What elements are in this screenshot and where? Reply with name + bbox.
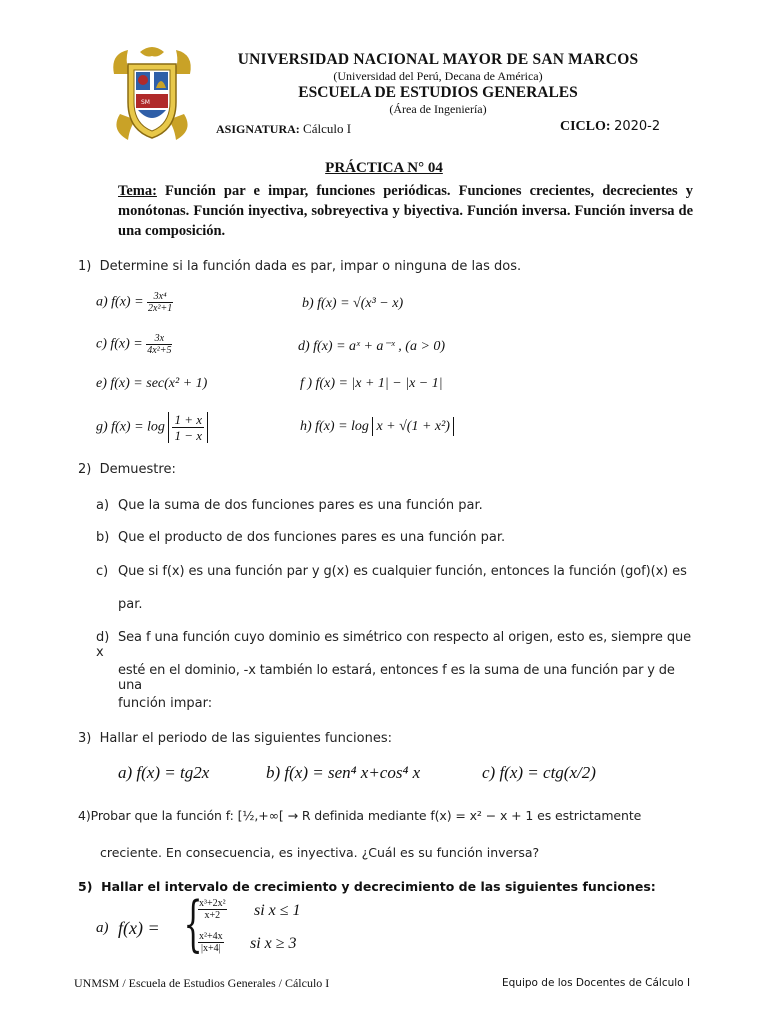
q2-text: Demuestre: — [99, 462, 176, 477]
q3-text: Hallar el periodo de las siguientes funciones: — [99, 731, 393, 746]
q1-statement — [78, 259, 678, 274]
q1-item-g — [96, 412, 208, 443]
q5-a-label: a) — [96, 920, 109, 936]
q2-c-line1: Que si f(x) es una función par y g(x) es cualquier función, entonces la función (gof)(x) es — [118, 564, 687, 579]
q1-g-den: 1 − x — [174, 428, 202, 443]
q1-c-den: 4x²+5 — [147, 345, 172, 356]
q2-b-text: Que el producto de dos funciones pares es una función par. — [118, 530, 506, 545]
q1-g-fraction — [172, 412, 204, 443]
q1-item-h — [300, 419, 454, 435]
q1-a-den: 2x²+1 — [148, 303, 173, 314]
school-name: ESCUELA DE ESTUDIOS GENERALES — [298, 84, 578, 101]
university-name: UNIVERSIDAD NACIONAL MAYOR DE SAN MARCOS — [237, 51, 639, 68]
q2-statement — [78, 462, 678, 477]
seal-icon — [110, 44, 194, 144]
subject-label: ASIGNATURA: — [216, 122, 300, 136]
q5-piece2-fraction — [198, 931, 224, 954]
q1-item-f: f ) f(x) = |x + 1| − |x − 1| — [300, 376, 443, 391]
footer-right: Equipo de los Docentes de Cálculo I — [502, 977, 691, 989]
subject-line — [216, 121, 351, 137]
q1-item-b: b) f(x) = √(x³ − x) — [302, 296, 404, 311]
q3-item-c: c) f(x) = ctg(x/2) — [482, 763, 596, 782]
q1-a-label: a) f(x) = — [96, 294, 144, 310]
q5-statement — [78, 879, 656, 894]
q2-item-d-cont1: esté en el dominio, -x también lo estará, entonces f es la suma de una función par y de una — [118, 663, 675, 693]
svg-text:SM: SM — [141, 99, 150, 106]
q1-item-d: d) f(x) = aˣ + a⁻ˣ , (a > 0) — [298, 339, 446, 354]
q1-item-e: e) f(x) = sec(x² + 1) — [96, 376, 208, 391]
q1-c-fraction — [146, 333, 172, 356]
q1-item-c — [96, 333, 172, 356]
cycle-value: 2020-2 — [614, 119, 661, 134]
q5-piece2-cond: si x ≥ 3 — [250, 935, 297, 952]
cycle-label: CICLO: — [560, 119, 611, 134]
q3-item-a: a) f(x) = tg2x — [118, 763, 210, 782]
q2-d-line1: Sea f una función cuyo dominio es simétrico con respecto al origen, esto es, siempre que x — [96, 630, 692, 660]
q5-item-a — [96, 889, 396, 964]
q2-item-d: d) Sea f una función cuyo dominio es simétrico con respecto al origen, esto es, siempre que x — [96, 630, 692, 660]
subject-value: Cálculo I — [303, 121, 352, 136]
q1-number: 1) — [78, 259, 92, 274]
q2-item-b: b) Que el producto de dos funciones pares es una función par. — [96, 530, 506, 545]
q1-c-num: 3x — [146, 333, 172, 345]
q2-a-text: Que la suma de dos funciones pares es una función par. — [118, 498, 483, 513]
area-name: (Área de Ingeniería) — [389, 102, 487, 116]
q3-item-b: b) f(x) = sen⁴ x+cos⁴ x — [266, 763, 421, 782]
topic-text: Función par e impar, funciones periódicas. Funciones crecientes, decrecientes y monótonas. Función inyectiva, sobreyectiva y biyectiva. Función inversa. Función inversa de una composición. — [118, 183, 693, 239]
q1-h-label: h) f(x) = log — [300, 419, 369, 434]
q1-a-num: 3x⁴ — [147, 291, 173, 303]
university-subtitle: (Universidad del Perú, Decana de América) — [333, 69, 543, 83]
university-seal — [110, 44, 194, 144]
cycle-line — [560, 119, 660, 135]
topic-label: Tema: — [118, 183, 157, 199]
q2-item-c-cont: par. — [118, 597, 143, 612]
q3-statement — [78, 731, 678, 746]
q1-item-a — [96, 291, 173, 314]
q2-item-d-cont2: función impar: — [118, 696, 213, 711]
page-title: PRÁCTICA N° 04 — [325, 160, 443, 176]
q4-line2: creciente. En consecuencia, es inyectiva. ¿Cuál es su función inversa? — [100, 845, 540, 860]
q5-piece2-num: x²+4x — [199, 931, 223, 942]
q1-a-fraction — [147, 291, 173, 314]
q5-fx: f(x) = — [118, 918, 160, 938]
q2-item-c: c) Que si f(x) es una función par y g(x) es cualquier función, entonces la función (gof)(x) es — [96, 564, 687, 579]
q1-text: Determine si la función dada es par, impar o ninguna de las dos. — [99, 259, 522, 274]
q2-number: 2) — [78, 462, 92, 477]
q4-line1: 4)Probar que la función f: [½,+∞[ → R definida mediante f(x) = x² − x + 1 es estrictamente — [78, 808, 642, 823]
footer-left: UNMSM / Escuela de Estudios Generales / Cálculo I — [74, 976, 330, 990]
q1-g-num: 1 + x — [174, 412, 202, 427]
q3-number: 3) — [78, 731, 92, 746]
q5-piece2-den: |x+4| — [200, 943, 221, 954]
q5-brace: { — [183, 889, 203, 959]
q2-item-a: a) Que la suma de dos funciones pares es una función par. — [96, 498, 483, 513]
q5-number: 5) — [78, 879, 93, 894]
q5-piece1-fraction — [198, 898, 227, 921]
q5-piece1-num: x³+2x² — [199, 898, 226, 909]
q5-text: Hallar el intervalo de crecimiento y decrecimiento de las siguientes funciones: — [101, 879, 656, 894]
q5-piece1-cond: si x ≤ 1 — [254, 902, 301, 919]
q1-g-label: g) f(x) = log — [96, 419, 165, 435]
topic-paragraph — [118, 181, 693, 241]
q5-piece1-den: x+2 — [204, 910, 221, 921]
q1-h-inner: x + √(1 + x²) — [372, 417, 454, 436]
q1-c-label: c) f(x) = — [96, 336, 143, 352]
